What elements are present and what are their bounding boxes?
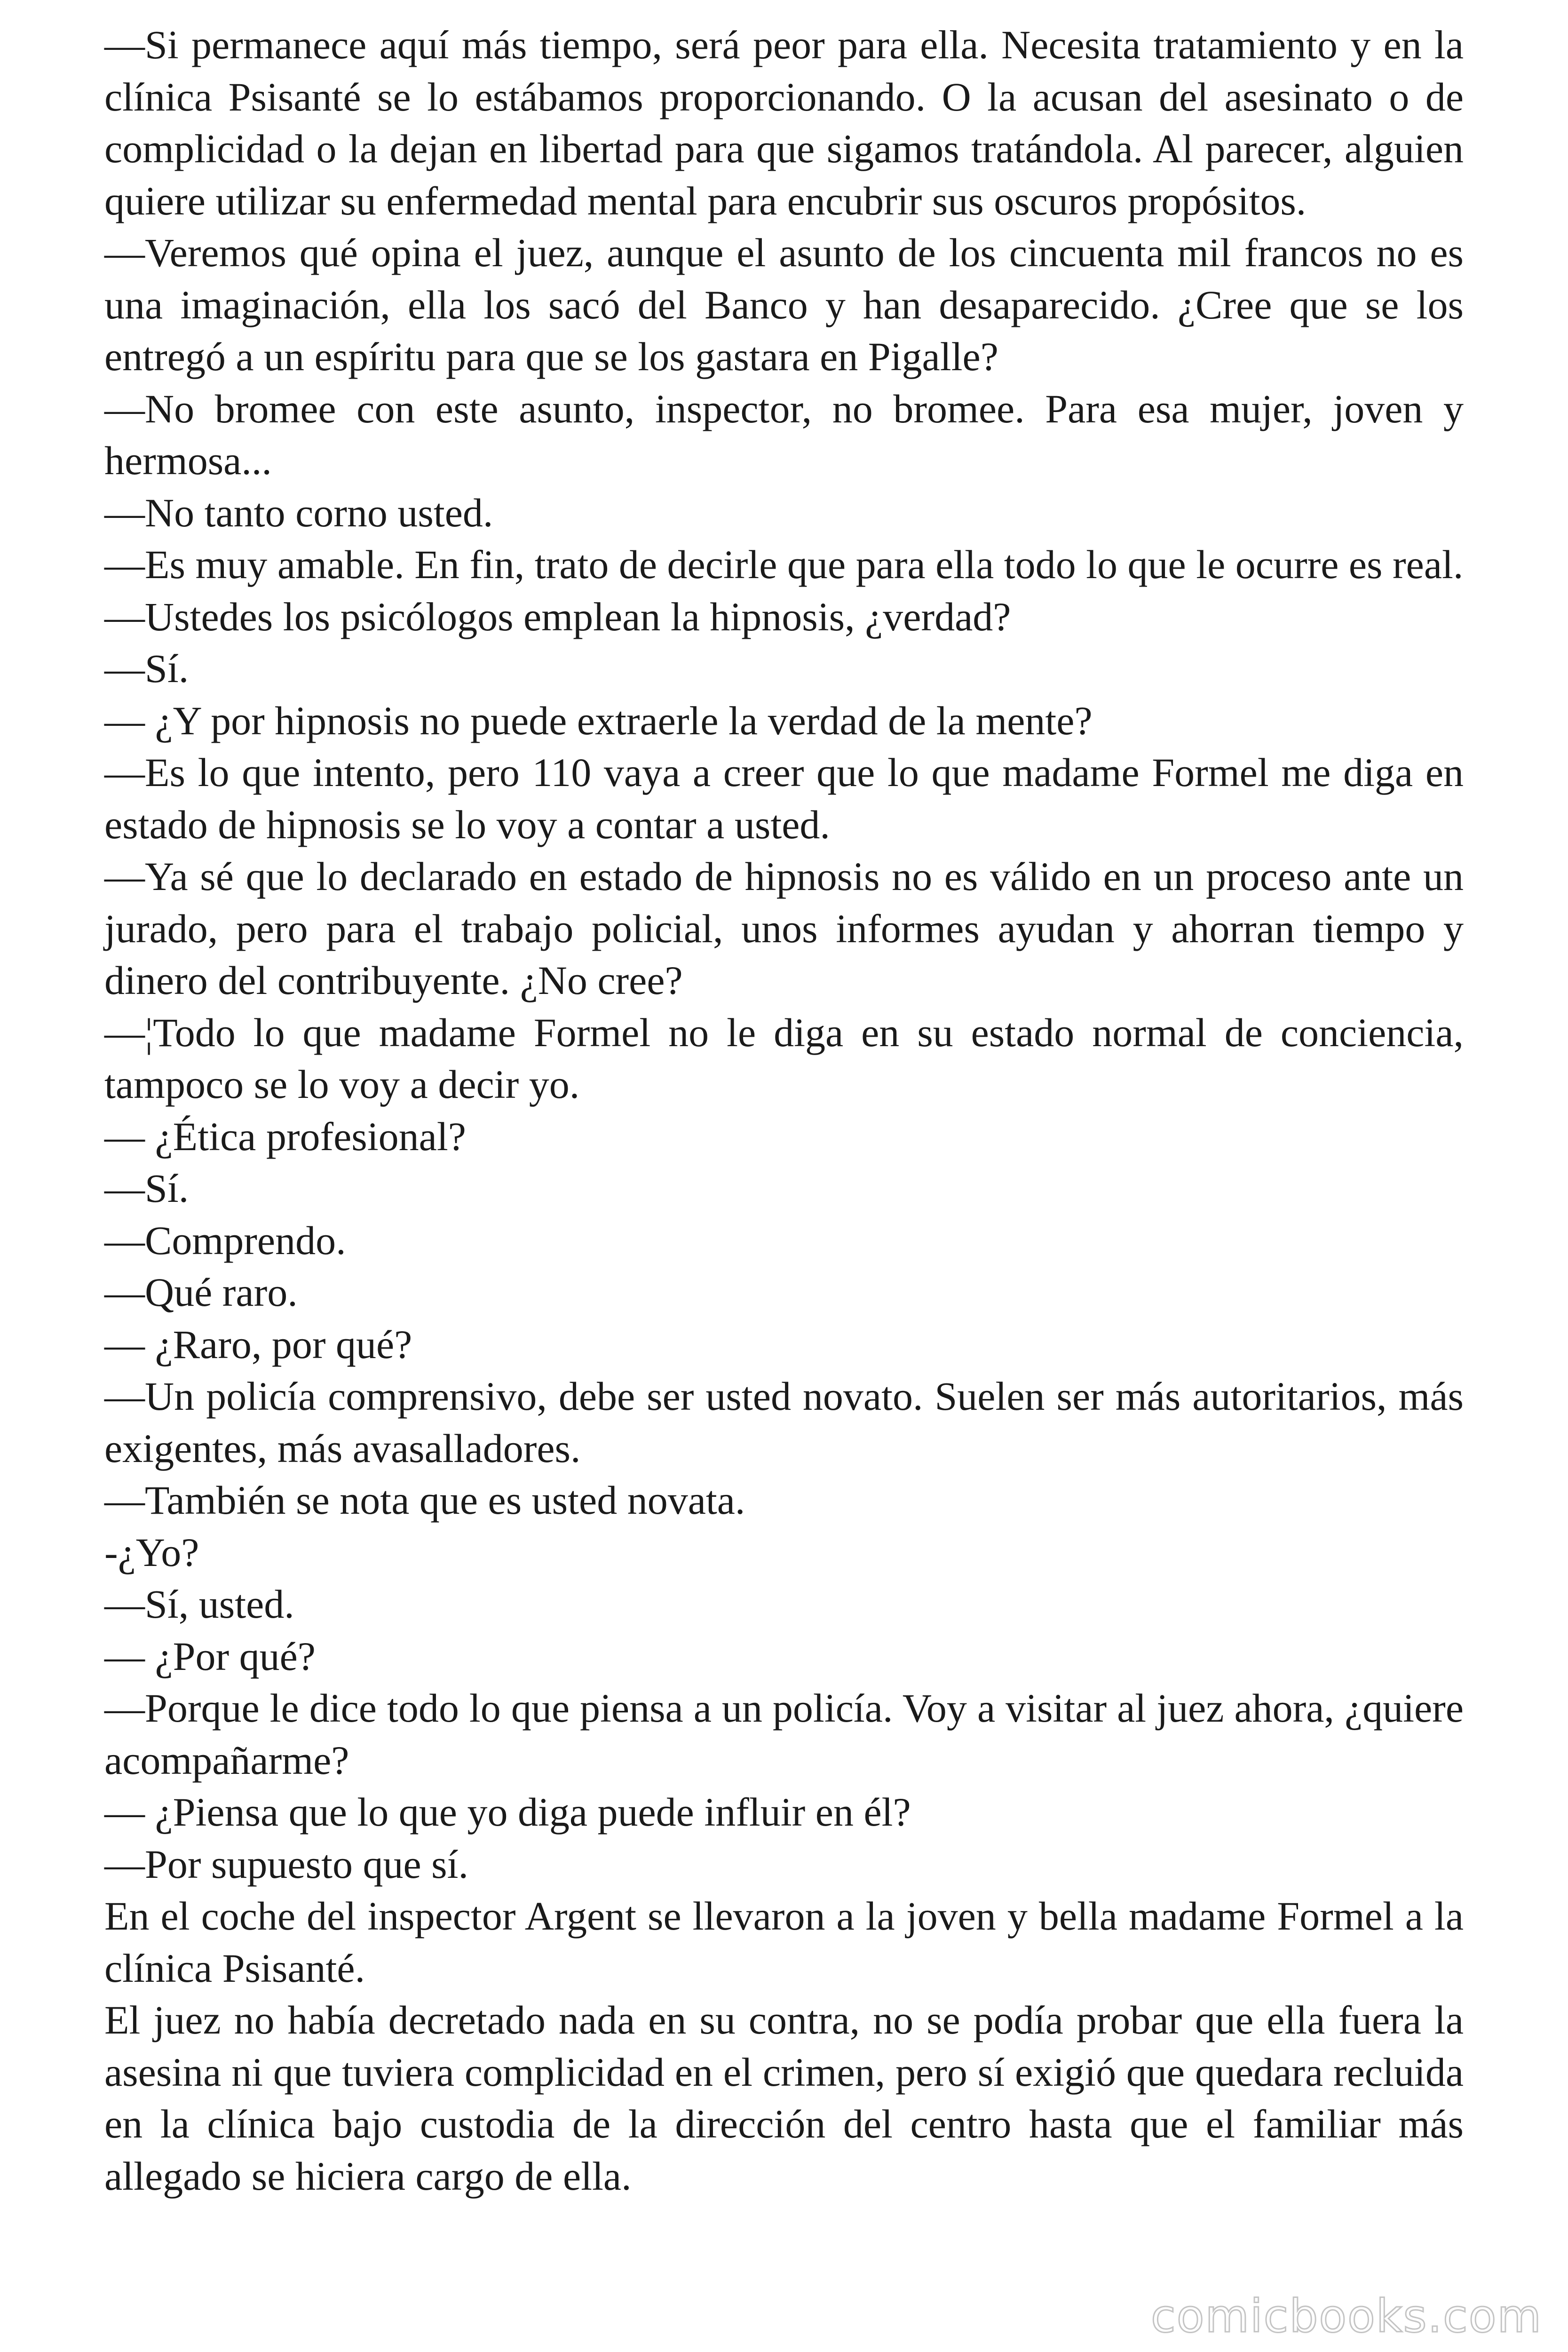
paragraph: —¦Todo lo que madame Formel no le diga en su estado normal de conciencia, tampoco se lo voy a decir yo.: [104, 1009, 1464, 1107]
paragraph: En el coche del inspector Argent se llevaron a la joven y bella madame Formel a la clínica Psisanté.: [104, 1893, 1464, 1991]
paragraph: —Veremos qué opina el juez, aunque el asunto de los cincuenta mil francos no es una imaginación, ella los sacó del Banco y han desaparecido. ¿Cree que se los entregó a un espíritu para que se los gastara en Pigalle?: [104, 230, 1464, 379]
paragraph: — ¿Piensa que lo que yo diga puede influir en él?: [104, 1789, 911, 1835]
paragraph: —Es muy amable. En fin, trato de decirle que para ella todo lo que le ocurre es real.: [104, 542, 1464, 587]
paragraph: -¿Yo?: [104, 1529, 199, 1575]
paragraph: —Comprendo.: [104, 1217, 346, 1263]
paragraph: —Porque le dice todo lo que piensa a un policía. Voy a visitar al juez ahora, ¿quiere acompañarme?: [104, 1685, 1464, 1783]
paragraph: — ¿Por qué?: [104, 1633, 316, 1679]
document-page: [104, 19, 1464, 2202]
watermark-text: comicbooks.com: [1150, 2290, 1542, 2343]
paragraph: —Por supuesto que sí.: [104, 1841, 468, 1887]
paragraph: — ¿Ética profesional?: [104, 1113, 466, 1159]
paragraph: —No bromee con este asunto, inspector, no bromee. Para esa mujer, joven y hermosa...: [104, 386, 1464, 483]
paragraph: —También se nota que es usted novata.: [104, 1478, 745, 1523]
paragraph: —Sí, usted.: [104, 1581, 294, 1627]
paragraph: —No tanto corno usted.: [104, 490, 493, 535]
paragraph: —Ustedes los psicólogos emplean la hipnosis, ¿verdad?: [104, 594, 1011, 639]
paragraph: El juez no había decretado nada en su contra, no se podía probar que ella fuera la asesina ni que tuviera complicidad en el crimen, pero sí exigió que quedara recluida en la clínica bajo custodia de la dirección del centro hasta que el familiar más allegado se hiciera cargo de ella.: [104, 1997, 1464, 2199]
paragraph: —Sí.: [104, 1166, 189, 1211]
paragraph: —Un policía comprensivo, debe ser usted novato. Suelen ser más autoritarios, más exigentes, más avasalladores.: [104, 1374, 1464, 1471]
paragraph: —Qué raro.: [104, 1270, 298, 1315]
paragraph: — ¿Y por hipnosis no puede extraerle la verdad de la mente?: [104, 698, 1093, 743]
paragraph: —Si permanece aquí más tiempo, será peor para ella. Necesita tratamiento y en la clínica Psisanté se lo estábamos proporcionando. O la acusan del asesinato o de complicidad o la dejan en libertad para que sigamos tratándola. Al parecer, alguien quiere utilizar su enfermedad mental para encubrir sus oscuros propósitos.: [104, 22, 1464, 223]
paragraph: —Es lo que intento, pero 110 vaya a creer que lo que madame Formel me diga en estado de hipnosis se lo voy a contar a usted.: [104, 750, 1464, 847]
paragraph: — ¿Raro, por qué?: [104, 1321, 412, 1367]
paragraph: —Ya sé que lo declarado en estado de hipnosis no es válido en un proceso ante un jurado, pero para el trabajo policial, unos informes ayudan y ahorran tiempo y dinero del contribuyente. ¿No cree?: [104, 854, 1464, 1003]
paragraph: —Sí.: [104, 646, 189, 691]
